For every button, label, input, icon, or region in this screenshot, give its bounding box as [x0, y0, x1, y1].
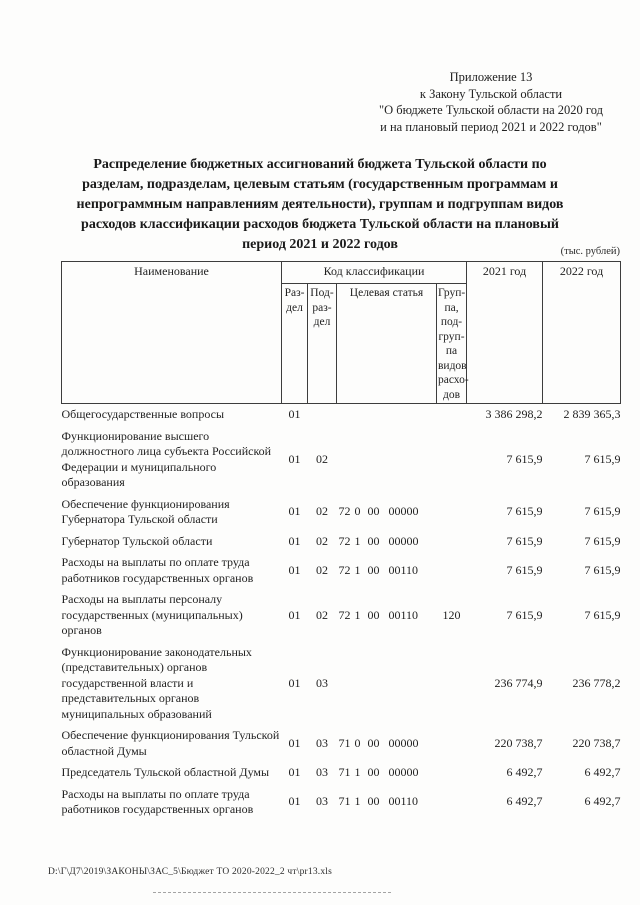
- cs-part: 00: [367, 533, 380, 548]
- row-amount-2022: 7 615,9: [584, 533, 621, 548]
- header-line: груп-: [438, 330, 465, 343]
- cs-part: 71: [338, 794, 351, 809]
- table-row: [62, 404, 621, 426]
- cs-part: 0: [354, 504, 361, 519]
- header-line: дел: [313, 316, 331, 328]
- row-podrazdel: 02: [316, 562, 328, 577]
- row-razdel: 01: [288, 607, 301, 622]
- table-row: [62, 531, 621, 553]
- cs-part: 00000: [388, 765, 419, 779]
- row-name: Расходы на выплаты по оплате труда работников государственных органов: [61, 786, 254, 816]
- column-header-code-group: Код классификации: [282, 262, 467, 284]
- column-header-celevaya-statya: Целевая статья: [337, 284, 437, 404]
- row-celevaya-statya: [337, 404, 437, 426]
- row-podrazdel: 03: [316, 675, 328, 690]
- row-razdel: 01: [288, 407, 301, 421]
- cs-part: 00110: [388, 607, 419, 622]
- cs-part: 0: [354, 735, 361, 750]
- table-row: [62, 784, 621, 821]
- header-line: Под-: [310, 287, 334, 299]
- row-celevaya-statya: [337, 589, 437, 642]
- cs-part: 72: [338, 607, 351, 622]
- row-vid-rashodov: [437, 426, 467, 494]
- table-row: [62, 725, 621, 762]
- row-amount-2021: 220 738,7: [494, 735, 543, 750]
- row-razdel: 01: [288, 735, 301, 750]
- header-line: дов: [442, 388, 461, 401]
- header-line: па: [445, 345, 458, 357]
- row-name: Губернатор Тульской области: [61, 533, 213, 548]
- row-amount-2021: 7 615,9: [506, 504, 543, 519]
- column-header-2021: 2021 год: [467, 262, 543, 404]
- budget-table-header: [62, 262, 621, 404]
- column-header-name: Наименование: [62, 262, 282, 404]
- column-header-podrazdel: [308, 284, 337, 404]
- row-amount-2022: 6 492,7: [584, 765, 621, 779]
- row-razdel: 01: [288, 504, 301, 519]
- units-note: (тыс. рублей): [560, 246, 620, 257]
- page-title-line: расходов классификации расходов бюджета Тульской области на плановый: [81, 217, 559, 232]
- row-amount-2022: 2 839 365,3: [563, 407, 621, 421]
- row-razdel: 01: [288, 675, 301, 690]
- row-razdel: 01: [288, 794, 301, 809]
- row-name: Общегосударственные вопросы: [61, 407, 225, 421]
- row-podrazdel: 02: [316, 533, 328, 548]
- row-amount-2021: 7 615,9: [506, 533, 543, 548]
- cs-part: 00000: [388, 735, 419, 750]
- row-vid-rashodov: [437, 762, 467, 784]
- cs-part: 1: [354, 607, 361, 622]
- cs-part: 00: [367, 735, 380, 750]
- header-line: Раз-: [284, 287, 305, 299]
- cs-part: 1: [354, 794, 361, 809]
- row-name: Обеспечение функционирования Губернатора Тульской области: [61, 496, 230, 526]
- cs-part: 00000: [388, 533, 419, 548]
- cs-part: 00: [367, 794, 380, 809]
- annex-line: Приложение 13: [449, 70, 533, 84]
- row-vid-rashodov: [437, 642, 467, 726]
- row-podrazdel: 03: [316, 765, 328, 779]
- cs-part: 1: [354, 562, 361, 577]
- column-header-2022: 2022 год: [543, 262, 621, 404]
- row-amount-2021: 6 492,7: [506, 794, 543, 809]
- row-celevaya-statya: [337, 552, 437, 589]
- row-amount-2022: 7 615,9: [584, 607, 621, 622]
- header-line: Груп-: [438, 287, 466, 299]
- header-line: расхо-: [438, 374, 469, 386]
- cs-part: 00110: [388, 794, 419, 809]
- row-name: Функционирование законодательных (представительных) органов государственной власти и представительных органов муниципальных образований: [61, 644, 252, 721]
- row-name: Обеспечение функционирования Тульской областной Думы: [61, 728, 280, 758]
- row-amount-2022: 7 615,9: [584, 562, 621, 577]
- row-razdel: 01: [288, 765, 301, 779]
- page-title-line: разделам, подразделам, целевым статьям (государственным программам и: [82, 177, 558, 192]
- row-amount-2022: 236 778,2: [572, 675, 621, 690]
- row-vid-rashodov: [437, 552, 467, 589]
- annex-line: к Закону Тульской области: [419, 86, 563, 101]
- table-row: [62, 642, 621, 726]
- row-celevaya-statya: [337, 725, 437, 762]
- cs-part: 00110: [388, 562, 419, 577]
- row-amount-2022: 6 492,7: [584, 794, 621, 809]
- header-line: видов: [438, 359, 467, 372]
- row-razdel: 01: [288, 562, 301, 577]
- row-amount-2022: 220 738,7: [572, 735, 621, 750]
- row-amount-2021: 7 615,9: [506, 607, 543, 622]
- row-podrazdel: 03: [316, 794, 328, 809]
- table-row: [62, 589, 621, 642]
- row-vid-rashodov: [437, 531, 467, 553]
- header-line: дел: [286, 301, 303, 314]
- header-line: раз-: [312, 301, 332, 314]
- cs-part: 72: [338, 533, 351, 548]
- table-row: [62, 426, 621, 494]
- cs-part: 71: [338, 765, 351, 779]
- row-celevaya-statya: [337, 784, 437, 821]
- annex-line: "О бюджете Тульской области на 2020 год: [379, 103, 603, 117]
- row-amount-2022: 7 615,9: [584, 451, 621, 466]
- cs-part: 00: [367, 504, 380, 519]
- budget-table: [61, 261, 621, 821]
- row-amount-2021: 7 615,9: [506, 451, 543, 466]
- row-amount-2021: 6 492,7: [506, 765, 543, 779]
- page-title-line: период 2021 и 2022 годов: [242, 237, 398, 252]
- row-vid-rashodov: [437, 784, 467, 821]
- annex-reference-block: [352, 69, 630, 135]
- row-podrazdel: 02: [316, 504, 328, 519]
- cs-part: 71: [338, 735, 351, 750]
- row-amount-2021: 3 386 298,2: [485, 407, 543, 421]
- row-vid-rashodov: 120: [442, 607, 461, 622]
- row-vid-rashodov: [437, 494, 467, 531]
- row-vid-rashodov: [437, 725, 467, 762]
- table-row: [62, 494, 621, 531]
- cs-part: 00: [367, 765, 380, 779]
- header-line: па,: [444, 301, 459, 314]
- row-amount-2021: 236 774,9: [494, 675, 543, 690]
- row-celevaya-statya: [337, 642, 437, 726]
- row-celevaya-statya: [337, 531, 437, 553]
- row-podrazdel: 03: [316, 735, 328, 750]
- row-podrazdel: 02: [316, 607, 328, 622]
- page-title: [40, 155, 600, 255]
- cs-part: 00000: [388, 504, 419, 519]
- row-celevaya-statya: [337, 426, 437, 494]
- row-amount-2021: 7 615,9: [506, 562, 543, 577]
- row-vid-rashodov: [437, 404, 467, 426]
- annex-line: и на плановый период 2021 и 2022 годов": [380, 119, 602, 134]
- row-name: Расходы на выплаты персоналу государственных (муниципальных) органов: [61, 592, 243, 637]
- page-title-line: Распределение бюджетных ассигнований бюджета Тульской области по: [93, 157, 547, 172]
- row-podrazdel: [308, 404, 337, 426]
- cs-part: 00: [367, 562, 380, 577]
- budget-table-body: [62, 404, 621, 821]
- table-row: [62, 762, 621, 784]
- column-header-vid-rashodov: [437, 284, 467, 404]
- row-name: Функционирование высшего должностного лица субъекта Российской Федерации и муниципального образования: [61, 428, 272, 489]
- header-line: под-: [440, 316, 463, 328]
- row-razdel: 01: [288, 533, 301, 548]
- page-title-line: непрограммным направлениям деятельности), группам и подгруппам видов: [76, 197, 564, 212]
- column-header-razdel: [282, 284, 308, 404]
- row-name: Председатель Тульской областной Думы: [61, 765, 270, 779]
- table-row: [62, 552, 621, 589]
- scan-artifact-dashed-line: [153, 892, 391, 893]
- row-amount-2022: 7 615,9: [584, 504, 621, 519]
- row-podrazdel: 02: [316, 451, 328, 466]
- cs-part: 00: [367, 607, 380, 622]
- row-celevaya-statya: [337, 762, 437, 784]
- file-path-footer: D:\Г\Д7\2019\ЗАКОНЫ\ЗАС_5\Бюджет ТО 2020-2022_2 чт\pr13.xls: [48, 867, 333, 877]
- cs-part: 1: [354, 533, 361, 548]
- row-razdel: 01: [288, 451, 301, 466]
- cs-part: 72: [338, 562, 351, 577]
- row-celevaya-statya: [337, 494, 437, 531]
- row-name: Расходы на выплаты по оплате труда работников государственных органов: [61, 555, 254, 585]
- cs-part: 72: [338, 504, 351, 519]
- cs-part: 1: [354, 765, 361, 779]
